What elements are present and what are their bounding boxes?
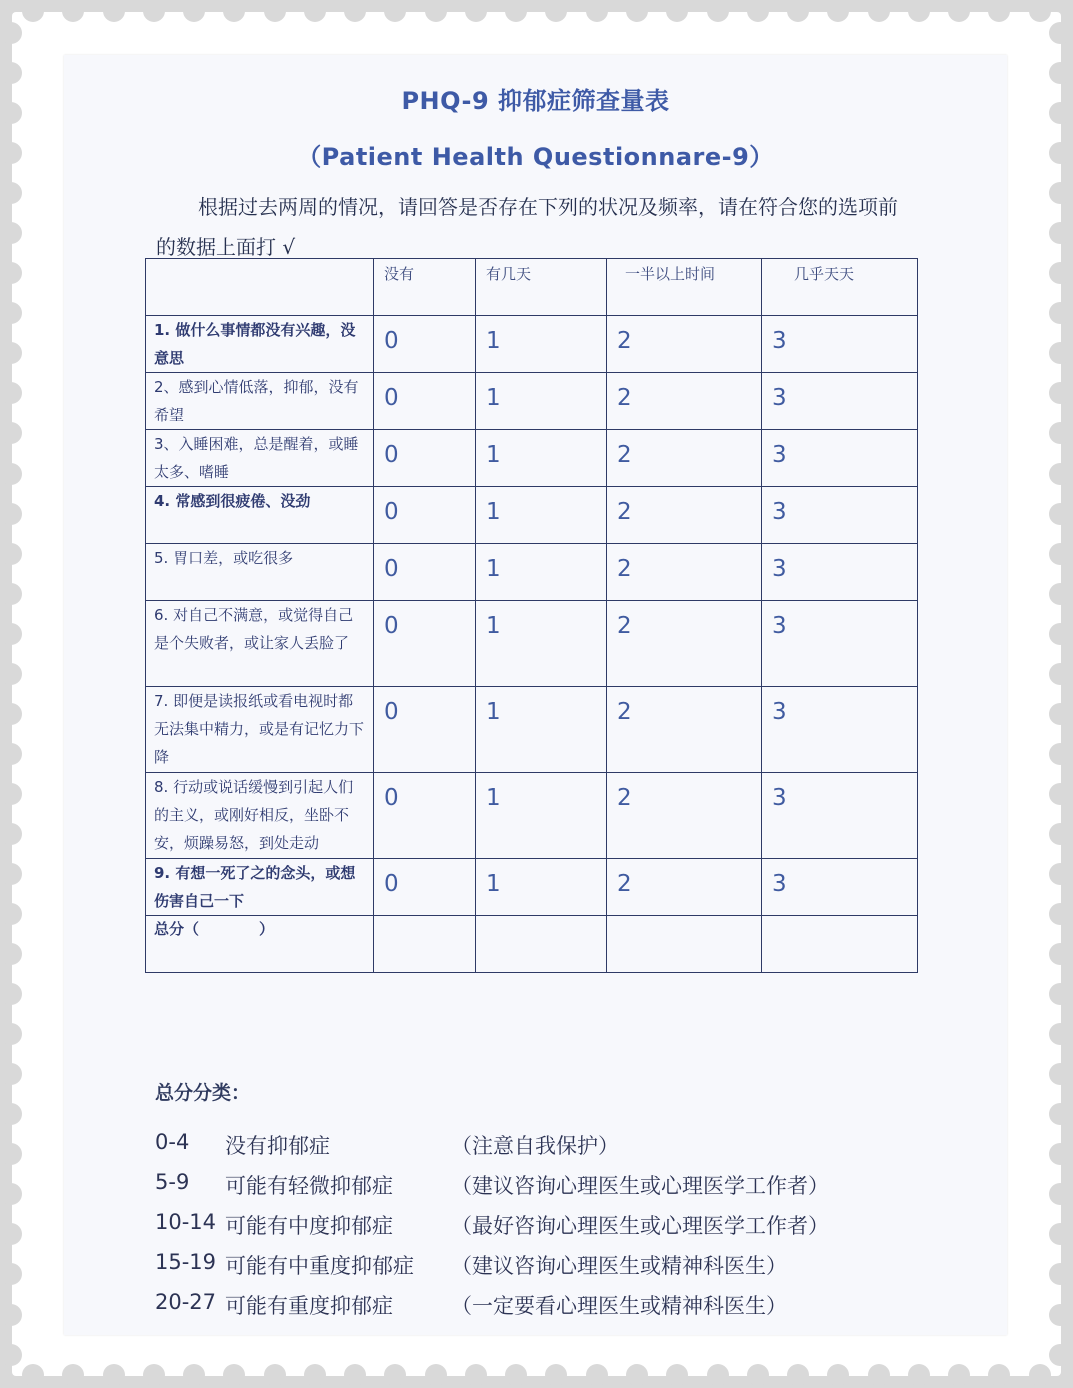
- score-option[interactable]: 2: [617, 699, 632, 725]
- score-cell[interactable]: [374, 773, 476, 859]
- questionnaire-table: [145, 258, 918, 973]
- question-cell: [146, 544, 374, 601]
- score-cell[interactable]: [607, 430, 762, 487]
- score-option[interactable]: 3: [772, 385, 787, 411]
- header-cell-blank: [146, 259, 374, 316]
- question-row: [146, 430, 918, 487]
- score-option[interactable]: 0: [384, 499, 399, 525]
- score-cell[interactable]: [607, 601, 762, 687]
- score-option[interactable]: 1: [486, 385, 501, 411]
- question-text: 3、入睡困难，总是醒着，或睡太多、嗜睡: [154, 435, 359, 481]
- question-cell: [146, 687, 374, 773]
- score-cell[interactable]: [762, 373, 918, 430]
- question-text: 7. 即便是读报纸或看电视时都无法集中精力，或是有记忆力下降: [154, 692, 365, 766]
- score-option[interactable]: 0: [384, 556, 399, 582]
- question-text: 5. 胃口差，或吃很多: [154, 549, 294, 567]
- perforation-bottom: [22, 1364, 1051, 1388]
- score-cell[interactable]: [374, 316, 476, 373]
- score-option[interactable]: 3: [772, 442, 787, 468]
- document-subtitle: （Patient Health Questionnare-9）: [297, 143, 774, 171]
- question-row: [146, 373, 918, 430]
- total-label-cell: [146, 916, 374, 973]
- score-option[interactable]: 1: [486, 499, 501, 525]
- recommendation: （注意自我保护）: [451, 1134, 619, 1158]
- question-cell: [146, 316, 374, 373]
- question-text: 9. 有想一死了之的念头，或想伤害自己一下: [154, 864, 356, 910]
- score-option[interactable]: 0: [384, 871, 399, 897]
- score-option[interactable]: 1: [486, 613, 501, 639]
- question-cell: [146, 373, 374, 430]
- question-row: [146, 601, 918, 687]
- score-option[interactable]: 2: [617, 442, 632, 468]
- score-cell[interactable]: [762, 859, 918, 916]
- score-cell[interactable]: [607, 373, 762, 430]
- score-cell[interactable]: [374, 544, 476, 601]
- question-cell: [146, 601, 374, 687]
- recommendation: （建议咨询心理医生或精神科医生）: [451, 1254, 787, 1278]
- score-cell[interactable]: [476, 430, 607, 487]
- question-text: 1. 做什么事情都没有兴趣，没意思: [154, 321, 356, 367]
- score-cell[interactable]: [374, 373, 476, 430]
- instructions-text: 根据过去两周的情况，请回答是否存在下列的状况及频率，请在符合您的选项前的数据上面打 √: [156, 195, 898, 259]
- score-option[interactable]: 3: [772, 613, 787, 639]
- score-cell[interactable]: [762, 687, 918, 773]
- score-cell[interactable]: [762, 773, 918, 859]
- score-cell[interactable]: [607, 487, 762, 544]
- score-option[interactable]: 0: [384, 613, 399, 639]
- score-option[interactable]: 3: [772, 871, 787, 897]
- question-text: 4. 常感到很疲倦、没劲: [154, 492, 311, 510]
- total-cell[interactable]: [607, 916, 762, 973]
- score-option[interactable]: 0: [384, 699, 399, 725]
- severity-level: 没有抑郁症: [225, 1134, 330, 1158]
- score-cell[interactable]: [374, 430, 476, 487]
- score-option[interactable]: 2: [617, 556, 632, 582]
- score-option[interactable]: 1: [486, 785, 501, 811]
- score-cell[interactable]: [762, 430, 918, 487]
- question-text: 2、感到心情低落，抑郁，没有希望: [154, 378, 359, 424]
- score-option[interactable]: 0: [384, 442, 399, 468]
- score-cell[interactable]: [374, 487, 476, 544]
- total-cell[interactable]: [476, 916, 607, 973]
- total-label: 总分（ ）: [154, 920, 275, 938]
- question-row: [146, 316, 918, 373]
- score-option[interactable]: 0: [384, 785, 399, 811]
- score-option[interactable]: 3: [772, 699, 787, 725]
- score-option[interactable]: 1: [486, 556, 501, 582]
- question-row: [146, 544, 918, 601]
- score-option[interactable]: 1: [486, 442, 501, 468]
- document-page: [64, 55, 1007, 1335]
- severity-level: 可能有重度抑郁症: [225, 1294, 393, 1318]
- perforation-left: [0, 22, 24, 1366]
- score-range: 0-4: [155, 1130, 190, 1154]
- score-option[interactable]: 0: [384, 385, 399, 411]
- score-option[interactable]: 2: [617, 871, 632, 897]
- score-cell[interactable]: [374, 859, 476, 916]
- recommendation: （最好咨询心理医生或心理医学工作者）: [451, 1214, 829, 1238]
- score-range: 5-9: [155, 1170, 190, 1194]
- score-range: 15-19: [155, 1250, 217, 1274]
- score-option[interactable]: 2: [617, 385, 632, 411]
- score-cell[interactable]: [762, 544, 918, 601]
- total-cell[interactable]: [762, 916, 918, 973]
- question-cell: [146, 430, 374, 487]
- classification-title: 总分分类：: [155, 1082, 251, 1104]
- score-option[interactable]: 3: [772, 328, 787, 354]
- score-cell[interactable]: [607, 544, 762, 601]
- score-cell[interactable]: [762, 316, 918, 373]
- total-cell[interactable]: [374, 916, 476, 973]
- total-row: [146, 916, 918, 973]
- score-cell[interactable]: [476, 487, 607, 544]
- score-cell[interactable]: [374, 687, 476, 773]
- score-cell[interactable]: [476, 544, 607, 601]
- score-cell[interactable]: [607, 859, 762, 916]
- score-cell[interactable]: [476, 773, 607, 859]
- severity-level: 可能有中度抑郁症: [225, 1214, 393, 1238]
- score-cell[interactable]: [607, 687, 762, 773]
- score-option[interactable]: 1: [486, 699, 501, 725]
- score-option[interactable]: 3: [772, 556, 787, 582]
- question-cell: [146, 487, 374, 544]
- severity-level: 可能有中重度抑郁症: [225, 1254, 414, 1278]
- header-cell-more-than-half: 一半以上时间: [607, 259, 762, 316]
- score-option[interactable]: 2: [617, 328, 632, 354]
- perforation-top: [22, 0, 1051, 24]
- score-cell[interactable]: [607, 316, 762, 373]
- header-cell-nearly-every-day: 几乎天天: [762, 259, 918, 316]
- score-cell[interactable]: [476, 373, 607, 430]
- recommendation: （一定要看心理医生或精神科医生）: [451, 1294, 787, 1318]
- score-cell[interactable]: [476, 859, 607, 916]
- score-option[interactable]: 0: [384, 328, 399, 354]
- recommendation: （建议咨询心理医生或心理医学工作者）: [451, 1174, 829, 1198]
- score-cell[interactable]: [476, 601, 607, 687]
- score-option[interactable]: 1: [486, 328, 501, 354]
- table-header-row: [146, 259, 918, 316]
- score-option[interactable]: 2: [617, 613, 632, 639]
- question-row: [146, 859, 918, 916]
- header-cell-several-days: 有几天: [476, 259, 607, 316]
- question-row: [146, 687, 918, 773]
- score-option[interactable]: 3: [772, 785, 787, 811]
- score-range: 20-27: [155, 1290, 217, 1314]
- question-text: 6. 对自己不满意，或觉得自己是个失败者，或让家人丢脸了: [154, 606, 354, 652]
- question-row: [146, 487, 918, 544]
- score-cell[interactable]: [762, 601, 918, 687]
- score-cell[interactable]: [607, 773, 762, 859]
- question-cell: [146, 773, 374, 859]
- score-option[interactable]: 3: [772, 499, 787, 525]
- score-option[interactable]: 2: [617, 785, 632, 811]
- score-option[interactable]: 1: [486, 871, 501, 897]
- question-text: 8. 行动或说话缓慢到引起人们的主义，或刚好相反，坐卧不安，烦躁易怒，到处走动: [154, 778, 354, 852]
- score-cell[interactable]: [476, 687, 607, 773]
- score-cell[interactable]: [374, 601, 476, 687]
- score-range: 10-14: [155, 1210, 217, 1234]
- question-cell: [146, 859, 374, 916]
- score-option[interactable]: 2: [617, 499, 632, 525]
- perforation-right: [1049, 22, 1073, 1366]
- header-cell-none: 没有: [374, 259, 476, 316]
- severity-level: 可能有轻微抑郁症: [225, 1174, 393, 1198]
- score-cell[interactable]: [762, 487, 918, 544]
- score-cell[interactable]: [476, 316, 607, 373]
- question-row: [146, 773, 918, 859]
- document-title: PHQ-9 抑郁症筛查量表: [401, 87, 670, 115]
